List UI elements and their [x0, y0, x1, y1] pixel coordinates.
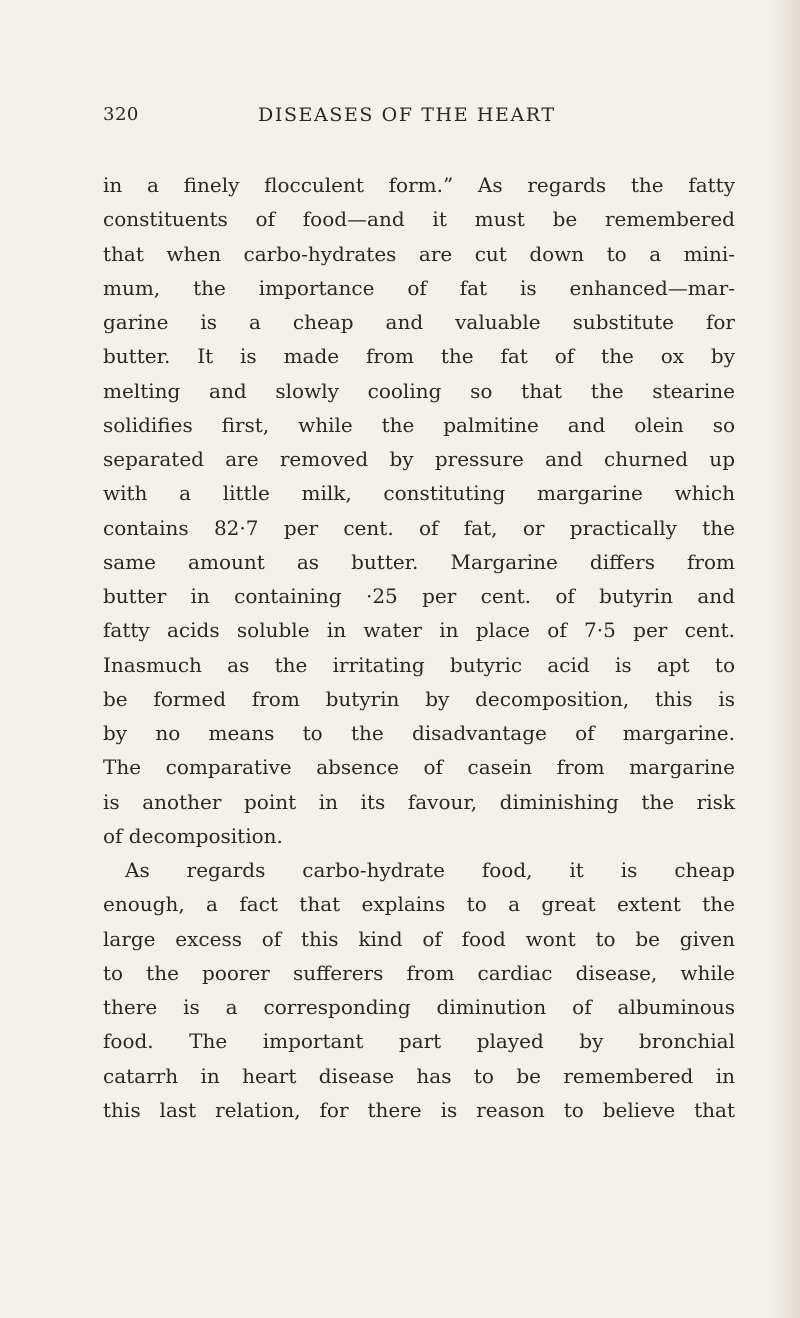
paragraph-start-line: As regards carbo-hydrate food, it is cheap	[125, 858, 735, 882]
text-line: mum, the importance of fat is enhanced—mar-	[103, 275, 735, 300]
text-line: solidifies first, while the palmitine and olein so	[103, 412, 735, 437]
text-line: constituents of food—and it must be remembered	[103, 207, 735, 232]
text-line: is another point in its favour, diminishing the risk	[103, 789, 735, 814]
text-line: same amount as butter. Margarine differs from	[103, 549, 735, 574]
text-line: The comparative absence of casein from margarine	[103, 755, 735, 780]
text-line: butter. It is made from the fat of the ox by	[103, 344, 735, 369]
text-line: contains 82·7 per cent. of fat, or practically the	[103, 515, 735, 540]
paragraph-end-line: of decomposition.	[103, 823, 283, 848]
page-number: 320	[103, 104, 139, 125]
running-title: DISEASES OF THE HEART	[258, 104, 556, 126]
text-line: with a little milk, constituting margarine which	[103, 481, 735, 506]
text-line: there is a corresponding diminution of albuminous	[103, 995, 735, 1019]
text-line: this last relation, for there is reason to believe that	[103, 1097, 735, 1122]
body-text	[103, 168, 735, 1127]
text-line: be formed from butyrin by decomposition, this is	[103, 686, 735, 711]
text-line: melting and slowly cooling so that the stearine	[103, 378, 735, 403]
text-line: large excess of this kind of food wont to be given	[103, 926, 735, 951]
text-line: enough, a fact that explains to a great extent the	[103, 892, 735, 917]
text-line: Inasmuch as the irritating butyric acid is apt to	[103, 652, 735, 677]
text-line: catarrh in heart disease has to be remembered in	[103, 1063, 735, 1088]
text-line: food. The important part played by bronchial	[103, 1029, 735, 1054]
text-line: in a finely flocculent form.” As regards the fatty	[103, 173, 735, 197]
text-line: separated are removed by pressure and churned up	[103, 447, 735, 471]
page-header	[0, 104, 800, 134]
page-edge-shadow	[770, 0, 800, 1318]
text-line: by no means to the disadvantage of margarine.	[103, 721, 735, 745]
text-line: butter in containing ·25 per cent. of butyrin and	[103, 584, 735, 608]
text-line: to the poorer sufferers from cardiac disease, while	[103, 960, 735, 985]
text-line: fatty acids soluble in water in place of 7·5 per cent.	[103, 618, 735, 643]
text-line: garine is a cheap and valuable substitute for	[103, 310, 735, 334]
text-line: that when carbo-hydrates are cut down to a mini-	[103, 241, 735, 266]
